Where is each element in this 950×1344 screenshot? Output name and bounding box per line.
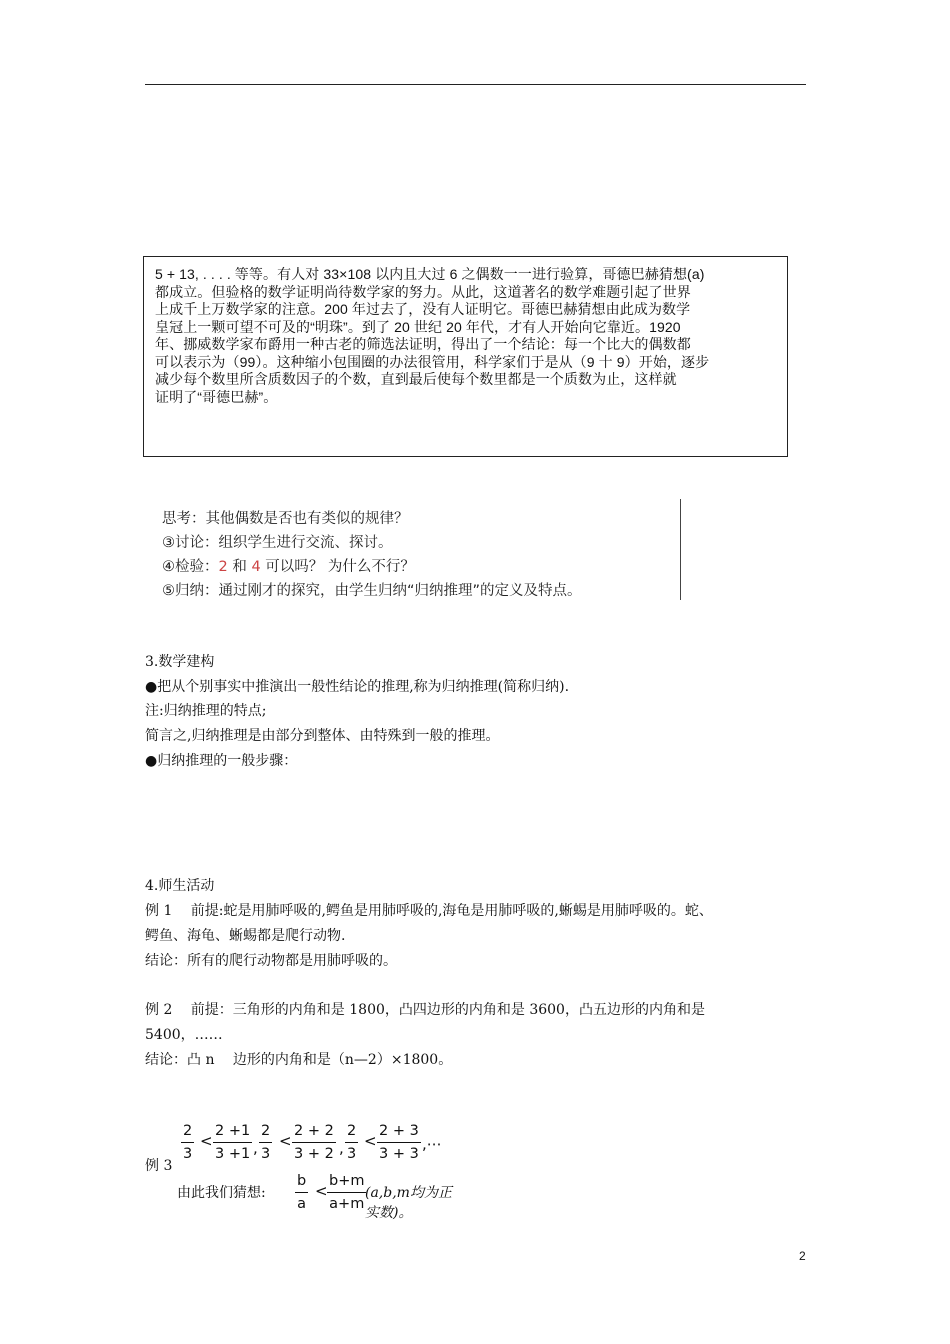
section4-title: 4.师生活动 xyxy=(145,878,215,894)
induce-line: ⑤归纳：通过刚才的探究，由学生归纳“归纳推理”的定义及特点。 xyxy=(162,583,582,599)
example1-line2: 鳄鱼、海龟、蜥蜴都是爬行动物. xyxy=(145,928,346,944)
less-than-sign: < xyxy=(200,1132,213,1150)
think-line: 思考：其他偶数是否也有类似的规律？ xyxy=(162,511,409,527)
fraction: $\frac{2 +1}{3 +1}$ xyxy=(213,1120,252,1165)
ellipsis: ,⋯ xyxy=(422,1135,442,1153)
example3-condition: (a,b,m均为正实数)。 xyxy=(365,1185,452,1221)
box-line: 减少每个数里所含质数因子的个数，直到最后使每个数里都是一个质数为止，这样就 xyxy=(155,371,677,387)
summary: 简言之,归纳推理是由部分到整体、由特殊到一般的推理。 xyxy=(145,728,500,744)
fraction: $\frac{2}{3}$ xyxy=(259,1120,272,1165)
box-line: 上成千上万数学家的注意。200 年过去了，没有人证明它。哥德巴赫猜想由此成为数学 xyxy=(155,301,691,317)
check-line: ④检验：2 和 4 可以吗？ 为什么不行？ xyxy=(162,559,415,575)
example3-guess: 由此我们猜想: xyxy=(177,1185,266,1201)
fraction: $\frac{2 + 2}{3 + 2}$ xyxy=(292,1120,336,1165)
fraction: $\frac{b}{a}$ xyxy=(295,1170,308,1215)
example2-line1: 例 2 前提：三角形的内角和是 1800，凸四边形的内角和是 3600，凸五边形的内角和是 xyxy=(145,1002,705,1018)
less-than-sign: < xyxy=(279,1132,292,1150)
page-number: 2 xyxy=(799,1249,806,1263)
fraction: $\frac{b+m}{a+m}$ xyxy=(327,1170,366,1215)
steps-heading: ●归纳推理的一般步骤： xyxy=(145,753,298,769)
example3-label: 例 3 xyxy=(145,1158,173,1174)
box-line: 证明了“哥德巴赫”。 xyxy=(155,388,278,405)
discussion-image xyxy=(160,499,685,603)
comma: , xyxy=(253,1139,258,1157)
example1-conclusion: 结论：所有的爬行动物都是用肺呼吸的。 xyxy=(145,953,397,969)
comma: , xyxy=(339,1139,344,1157)
box-line: 可以表示为（99）。这种缩小包围圈的办法很管用，科学家们于是从（9 十 9）开始，逐步 xyxy=(155,353,710,370)
box-line: 5 + 13, . . . . 等等。有人对 33×108 以内且大过 6 之偶数一一进行验算，哥德巴赫猜想(a) xyxy=(155,266,705,282)
fraction: $\frac{2}{3}$ xyxy=(181,1120,194,1165)
box-line: 年、挪威数学家布爵用一种古老的筛选法证明，得出了一个结论：每一个比大的偶数都 xyxy=(155,336,691,352)
example3-formula xyxy=(145,1115,465,1225)
less-than-sign: < xyxy=(315,1182,328,1200)
note: 注:归纳推理的特点; xyxy=(145,703,267,719)
example1-line1: 例 1 前提:蛇是用肺呼吸的,鳄鱼是用肺呼吸的,海龟是用肺呼吸的,蜥蜴是用肺呼吸的。蛇、 xyxy=(145,903,713,919)
image-border xyxy=(680,499,681,600)
fraction: $\frac{2 + 3}{3 + 3}$ xyxy=(377,1120,421,1165)
goldbach-text xyxy=(155,266,780,406)
header-rule xyxy=(145,84,806,85)
example2-conclusion: 结论：凸 n 边形的内角和是（n—2）×1800。 xyxy=(145,1052,453,1068)
box-line: 都成立。但验格的数学证明尚待数学家的努力。从此，这道著名的数学难题引起了世界 xyxy=(155,283,691,300)
fraction: $\frac{2}{3}$ xyxy=(345,1120,358,1165)
example2-line2: 5400，…… xyxy=(145,1027,223,1043)
definition: ●把从个别事实中推演出一般性结论的推理,称为归纳推理(简称归纳). xyxy=(145,679,570,695)
less-than-sign: < xyxy=(364,1132,377,1150)
section3-title: 3.数学建构 xyxy=(145,654,215,670)
box-line: 皇冠上一颗可望不可及的“明珠”。到了 20 世纪 20 年代，才有人开始向它靠近。1920 xyxy=(155,318,681,335)
discuss-line: ③讨论：组织学生进行交流、探讨。 xyxy=(162,535,393,551)
